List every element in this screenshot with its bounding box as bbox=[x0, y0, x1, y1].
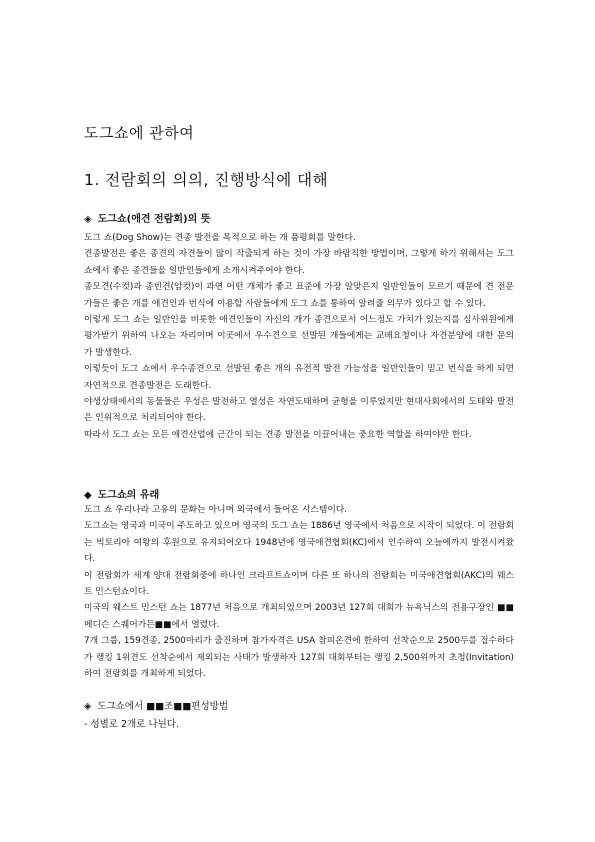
method-bullet: - 성별로 2개로 나뉜다. bbox=[84, 719, 179, 730]
paragraph: 이렇게 도그 쇼는 일반인을 비롯한 애견인들이 자신의 개가 종견으로서 어느정도 가치가 있는지를 심사위원에게 평가받기 위하여 나오는 자리이며 이곳에서 우수견으로 선발된 개들에게는 교배요청이나 자견분양에 대한 문의가 발생한다. bbox=[84, 315, 514, 358]
paragraph: 야생상태에서의 동물들은 우성은 발전하고 열성은 자연도태하며 균형을 이루었지만 현대사회에서의 도태와 발전은 인위적으로 처리되어야 한다. bbox=[84, 397, 514, 424]
meaning-body bbox=[84, 230, 514, 443]
paragraph: 도그 쇼(Dog Show)는 견종 발전을 목적으로 하는 개 품평회를 말한다. bbox=[84, 233, 356, 243]
paragraph: 따라서 도그 쇼는 모든 애견산업에 근간이 되는 견종 발전을 이끌어내는 중요한 역할을 하여야만 한다. bbox=[84, 429, 472, 440]
diamond-icon: ◆ bbox=[84, 490, 92, 501]
origin-heading bbox=[84, 486, 159, 501]
section-title: 1. 전람회의 의의, 진행방식에 대해 bbox=[84, 171, 329, 189]
paragraph: 7개 그룹, 159견종, 2500마리가 출진하며 참가자격은 USA 참피온견에 한하여 선착순으로 2500두를 접수하다가 랭킹 1위견도 선착순에서 제외되는 사태가 발생하자 127회 대회부터는 랭킹 2,500위까지 초청(Invitation)하여 전람회를 개최하게 되었다. bbox=[84, 636, 514, 680]
method-heading bbox=[84, 698, 228, 712]
paragraph: 종모견(수컷)과 종빈견(암컷)이 과연 어떤 개체가 좋고 표준에 가장 알맞은지 일반인들이 모르기 때문에 견 전문가들은 좋은 개를 애견인과 번식에 이용할 사람들에게 도그 쇼를 통하여 알려줄 의무가 있다고 할 수 있다. bbox=[84, 282, 514, 309]
meaning-heading-text: 도그쇼(애견 전람회)의 뜻 bbox=[97, 214, 211, 225]
document-title: 도그쇼에 관하여 bbox=[84, 124, 195, 142]
paragraph: 미국의 웨스트 민스턴 쇼는 1877년 처음으로 개최되었으며 2003년 127회 대회가 뉴욕닉스의 전용구장인 ■■메디슨 스퀘어가든■■에서 열렸다. bbox=[84, 603, 514, 630]
paragraph: 이렇듯이 도그 쇼에서 우수종견으로 선발된 좋은 개의 유전적 발전 가능성을 일반인들이 믿고 번식을 하게 되면 자연적으로 견종발전은 도래한다. bbox=[84, 364, 514, 391]
meaning-heading bbox=[84, 210, 210, 225]
paragraph: 도그 쇼 우리나라 고유의 문화는 아니며 외국에서 들어온 시스템이다. bbox=[84, 505, 348, 515]
paragraph: 도그쇼는 영국과 미국이 주도하고 있으며 영국의 도그 쇼는 1886년 영국에서 처음으로 시작이 되었다. 이 전람회는 빅토리아 여왕의 후원으로 유지되어오다 1948년에 영국애견협회(KC)에서 인수하여 오늘에까지 발전시켜왔다. bbox=[84, 521, 514, 565]
origin-heading-text: 도그쇼의 유래 bbox=[97, 490, 160, 501]
paragraph: 견종발전은 좋은 종견의 자견들이 많이 작출되게 하는 것이 가장 바람직한 방법이며, 그렇게 하기 위해서는 도그 쇼에서 좋은 종견들을 일반인들에게 소개시켜주어야 한다. bbox=[84, 249, 514, 276]
method-heading-text: 도그쇼에서 ■■조■■편성방법 bbox=[97, 701, 229, 712]
diamond-icon: ◈ bbox=[84, 214, 92, 225]
paragraph: 이 전람회가 세계 양대 전람회중에 하나인 크라프트쇼이며 다른 또 하나의 전람회는 미국애견협회(AKC)의 웨스트 민스턴쇼이다. bbox=[84, 570, 514, 598]
origin-body bbox=[84, 502, 514, 682]
diamond-icon: ◈ bbox=[84, 701, 92, 712]
